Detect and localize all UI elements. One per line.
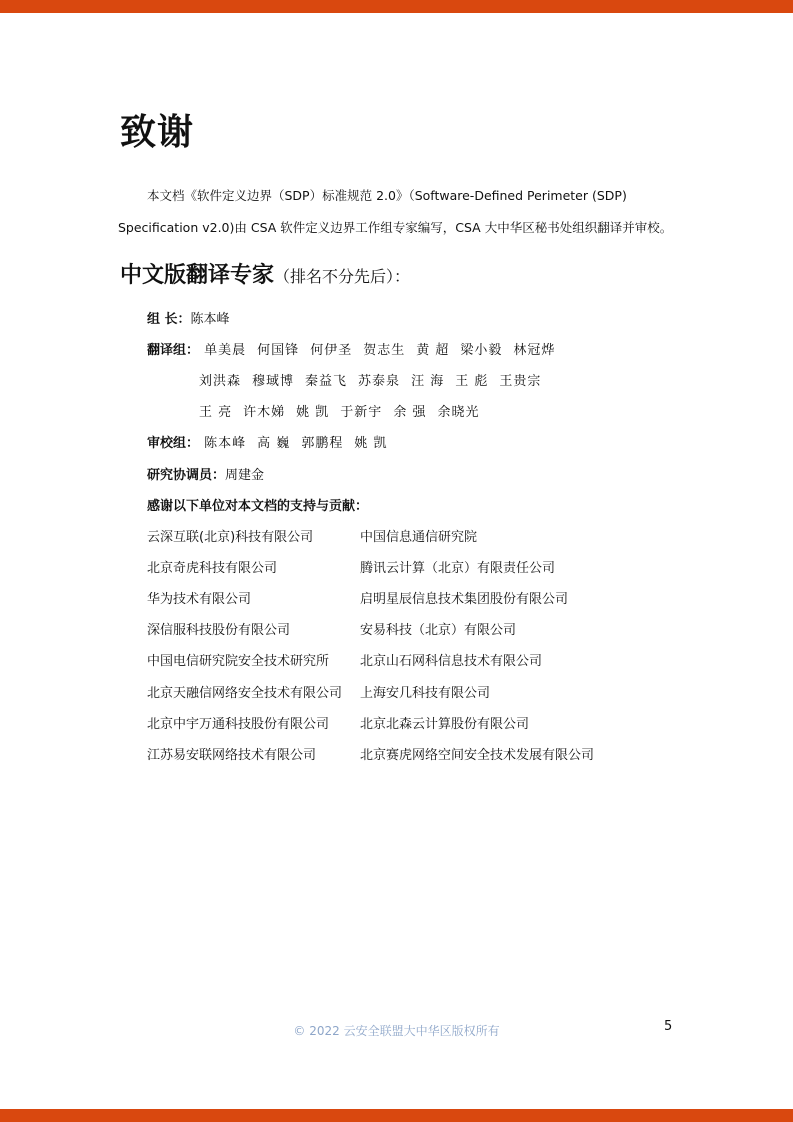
top-accent-bar [0,0,793,13]
translators-section-heading [120,258,410,289]
coordinator-name: 周建金 [225,468,265,483]
thanks-heading: 感谢以下单位对本文档的支持与贡献： [147,499,369,514]
translator-name: 单美晨 [204,343,247,358]
coordinator-line [147,466,264,486]
reviewer-names [199,436,398,451]
leader-line [147,310,230,330]
org-name: 北京奇虎科技有限公司 [147,561,278,576]
translator-name: 黄 超 [416,343,450,358]
reviewer-name: 高 巍 [257,436,291,451]
bottom-accent-bar [0,1109,793,1122]
org-name: 安易科技（北京）有限公司 [360,623,517,638]
translator-name: 何伊圣 [310,343,353,358]
org-name: 北京中宇万通科技股份有限公司 [147,717,330,732]
leader-label: 组 长： [147,312,191,327]
org-name: 上海安几科技有限公司 [360,686,491,701]
intro-paragraph: 本文档《软件定义边界（SDP）标准规范 2.0》（Software-Defined Perimeter (SDP) Specification v2.0)由 CSA 软件定义边界工作组专家编写，CSA 大中华区秘书处组织翻译并审校。 [118,188,673,235]
translator-name: 余 强 [393,405,427,420]
translator-name: 梁小毅 [460,343,503,358]
reviewers-label: 审校组： [147,436,200,451]
org-name: 北京北森云计算股份有限公司 [360,717,530,732]
translator-name: 秦益飞 [305,374,348,389]
coordinator-label: 研究协调员： [147,468,226,483]
org-name: 江苏易安联网络技术有限公司 [147,748,317,763]
org-name: 北京赛虎网络空间安全技术发展有限公司 [360,748,595,763]
translator-name: 刘洪森 [199,374,242,389]
translator-name: 王 亮 [199,405,233,420]
reviewer-name: 陈本峰 [204,436,247,451]
reviewer-name: 姚 凯 [354,436,388,451]
translator-names-row-2 [199,372,552,392]
translator-names-row-3 [199,403,490,423]
translator-names-row-1 [199,343,566,358]
reviewer-name: 郭鹏程 [301,436,344,451]
section-heading-text: 中文版翻译专家 [120,263,275,288]
org-name: 北京山石网科信息技术有限公司 [360,654,543,669]
org-name: 华为技术有限公司 [147,592,252,607]
org-name: 启明星辰信息技术集团股份有限公司 [360,592,569,607]
translator-name: 姚 凯 [296,405,330,420]
reviewers-line [147,434,398,454]
translator-name: 穆琙博 [252,374,295,389]
org-name: 云深互联(北京)科技有限公司 [147,530,314,545]
translator-name: 汪 海 [411,374,445,389]
translator-name: 王贵宗 [499,374,542,389]
translator-name: 何国锋 [257,343,300,358]
org-name: 中国信息通信研究院 [360,530,478,545]
translator-name: 于新宇 [340,405,383,420]
translators-label: 翻译组： [147,343,200,358]
translator-name: 林冠烨 [513,343,556,358]
page-number: 5 [664,1019,673,1034]
leader-name: 陈本峰 [190,312,230,327]
translator-name: 贺志生 [363,343,406,358]
translator-name: 余晓光 [437,405,480,420]
translator-name: 王 彪 [455,374,489,389]
org-name: 深信服科技股份有限公司 [147,623,291,638]
org-name: 北京天融信网络安全技术有限公司 [147,686,343,701]
translator-name: 许木娣 [243,405,286,420]
footer-copyright: © 2022 云安全联盟大中华区版权所有 [293,1024,500,1038]
translator-name: 苏泰泉 [358,374,401,389]
translators-line [147,341,566,361]
org-name: 中国电信研究院安全技术研究所 [147,654,330,669]
page-title: 致谢 [120,112,195,153]
order-note: （排名不分先后）： [274,267,411,286]
org-name: 腾讯云计算（北京）有限责任公司 [360,561,556,576]
